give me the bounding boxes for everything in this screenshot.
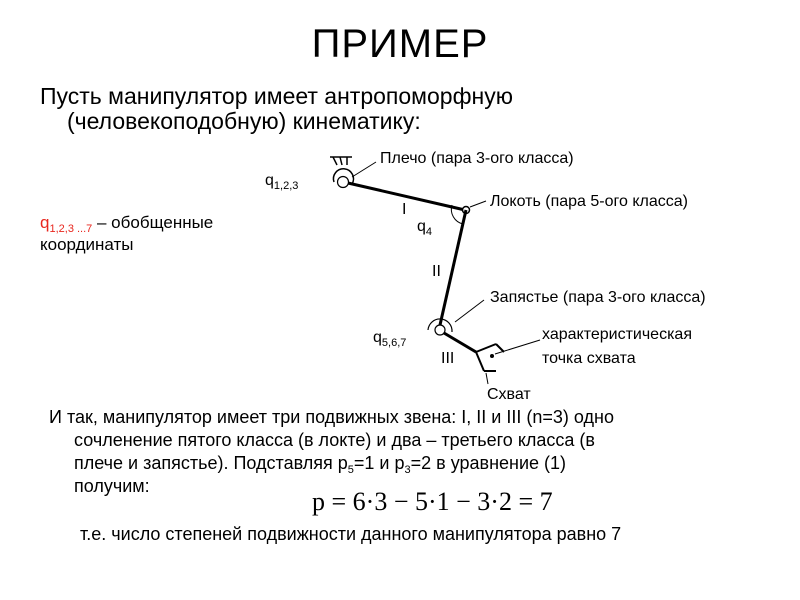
body-line-3-a: плече и запястье). Подставляя p xyxy=(74,453,348,473)
q567-base: q xyxy=(373,329,382,346)
legend-line-2: координаты xyxy=(40,235,134,254)
gripper-point xyxy=(490,354,494,358)
point-label-line-2: точка схвата xyxy=(542,350,636,367)
body-line-3-sub1: 5 xyxy=(347,464,354,476)
q4-sub: 4 xyxy=(425,226,433,238)
gripper-label: Схват xyxy=(487,386,531,403)
body-line-3-c: =2 в уравнение (1) xyxy=(410,453,567,473)
intro-line-1: Пусть манипулятор имеет антропоморфную xyxy=(40,83,513,109)
legend-q: q xyxy=(40,213,50,232)
body-line-3-sub2: 3 xyxy=(404,464,411,476)
point-label-line-1: характеристическая xyxy=(542,326,692,343)
legend-text: – обобщенные xyxy=(92,213,214,232)
link-2 xyxy=(440,210,466,325)
link-2-label: II xyxy=(432,263,441,280)
body-line-3 xyxy=(74,452,566,475)
link-1 xyxy=(348,183,465,210)
formula: p = 6·3 − 5·1 − 3·2 = 7 xyxy=(312,487,553,516)
intro-line-2: (человекоподобную) кинематику: xyxy=(67,108,421,134)
q123-label xyxy=(265,172,298,190)
body-line-3-b: =1 и p xyxy=(353,453,405,473)
link-1-label: I xyxy=(402,201,407,218)
legend-q-sub: 1,2,3 ...7 xyxy=(49,223,93,235)
shoulder-joint xyxy=(338,177,349,188)
conclusion: т.е. число степеней подвижности данного манипулятора равно 7 xyxy=(80,524,622,544)
page-title: ПРИМЕР xyxy=(311,22,489,66)
gripper xyxy=(476,344,504,371)
wrist-label: Запястье (пара 3-ого класса) xyxy=(490,289,706,306)
shoulder-label: Плечо (пара 3-ого класса) xyxy=(380,150,574,167)
body-line-4: получим: xyxy=(74,476,150,496)
body-line-1: И так, манипулятор имеет три подвижных звена: I, II и III (n=3) одно xyxy=(49,407,614,427)
q123-base: q xyxy=(265,172,274,189)
body-line-2: сочленение пятого класса (в локте) и два – третьего класса (в xyxy=(74,430,595,450)
q567-label xyxy=(373,329,406,347)
q567-sub: 5,6,7 xyxy=(381,337,407,349)
link-3-label: III xyxy=(441,350,455,367)
elbow-label: Локоть (пара 5-ого класса) xyxy=(490,193,688,210)
q4-label xyxy=(417,218,432,236)
q4-base: q xyxy=(417,218,426,235)
q123-sub: 1,2,3 xyxy=(273,180,299,192)
